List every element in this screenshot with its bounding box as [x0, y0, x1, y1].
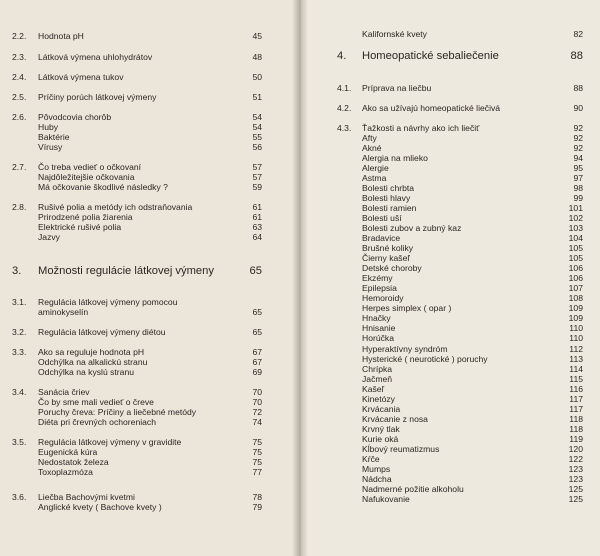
toc-entry-page-number: 118 [569, 424, 583, 434]
toc-entry-page-number: 65 [249, 265, 262, 277]
toc-entry-title: Kalifornské kvety [362, 29, 427, 39]
toc-entry-title: Rušivé polia a metódy ich odstraňovania [38, 202, 193, 212]
toc-entry-page-number: 90 [573, 103, 583, 113]
toc-entry-title: Baktérie [38, 132, 70, 142]
toc-entry-page-number: 63 [252, 222, 262, 232]
toc-entry-title: Látková výmena tukov [38, 72, 124, 82]
toc-entry-page-number: 92 [573, 133, 583, 143]
toc-entry-title: Ekzémy [362, 273, 393, 283]
toc-entry-number: 3.1. [12, 297, 27, 307]
toc-entry-number: 2.4. [12, 72, 27, 82]
book-gutter [292, 0, 308, 556]
toc-entry-page-number: 50 [252, 72, 262, 82]
toc-entry-title: Bolesti zubov a zubný kaz [362, 223, 462, 233]
toc-entry-page-number: 75 [252, 437, 262, 447]
toc-entry-page-number: 113 [569, 354, 583, 364]
toc-entry-page-number: 65 [252, 327, 262, 337]
toc-entry-page-number: 99 [573, 193, 583, 203]
toc-entry-title: Sanácia čriev [38, 387, 90, 397]
toc-entry-title: Bolesti uší [362, 213, 402, 223]
toc-entry-title: Krvný tlak [362, 424, 400, 434]
toc-entry-page-number: 74 [252, 417, 262, 427]
toc-entry-page-number: 54 [252, 112, 262, 122]
toc-entry-number: 2.7. [12, 162, 27, 172]
toc-entry-title: Kurie oká [362, 434, 399, 444]
toc-entry-title: Detské choroby [362, 263, 422, 273]
toc-entry-title: Čo by sme mali vedieť o čreve [38, 397, 154, 407]
toc-entry-page-number: 106 [568, 263, 583, 273]
toc-entry-title: Afty [362, 133, 377, 143]
toc-entry-page-number: 82 [573, 29, 583, 39]
toc-entry-title: Alergia na mlieko [362, 153, 428, 163]
toc-entry-page-number: 117 [569, 404, 583, 414]
toc-entry-number: 3.6. [12, 492, 27, 502]
toc-entry-title: Hyperaktívny syndróm [362, 344, 448, 354]
toc-entry-page-number: 109 [568, 313, 583, 323]
toc-entry-page-number: 45 [252, 31, 262, 41]
toc-entry-title: Jačmeň [362, 374, 393, 384]
toc-entry-title: Má očkovanie škodlivé následky ? [38, 182, 168, 192]
toc-entry-title: Hysterické ( neurotické ) poruchy [362, 354, 488, 364]
toc-entry-page-number: 67 [252, 357, 262, 367]
toc-entry-title: Nádcha [362, 474, 392, 484]
toc-entry-number: 3.3. [12, 347, 27, 357]
toc-entry-title: Odchýlka na alkalickú stranu [38, 357, 148, 367]
toc-entry-title: Akné [362, 143, 382, 153]
toc-entry-page-number: 120 [568, 444, 583, 454]
toc-entry-page-number: 104 [568, 233, 583, 243]
toc-entry-page-number: 114 [569, 364, 583, 374]
toc-entry-title: Čo treba vedieť o očkovaní [38, 162, 142, 172]
toc-entry-page-number: 72 [252, 407, 262, 417]
toc-entry-page-number: 92 [573, 143, 583, 153]
toc-entry-page-number: 70 [252, 397, 262, 407]
toc-entry-title: Huby [38, 122, 59, 132]
toc-entry-page-number: 110 [569, 333, 583, 343]
toc-entry-page-number: 125 [568, 484, 583, 494]
toc-entry-title: Liečba Bachovými kvetmi [38, 492, 135, 502]
toc-entry-title: Diéta pri črevných ochoreniach [38, 417, 156, 427]
toc-entry-title: Prirodzené polia žiarenia [38, 212, 133, 222]
toc-entry-page-number: 79 [252, 502, 262, 512]
toc-entry-page-number: 64 [252, 232, 262, 242]
toc-entry-page-number: 67 [252, 347, 262, 357]
toc-entry-title: Homeopatické sebaliečenie [362, 50, 499, 62]
toc-entry-title: Bolesti hlavy [362, 193, 411, 203]
toc-entry-number: 4. [337, 50, 347, 62]
toc-entry-title: Nedostatok železa [38, 457, 109, 467]
toc-entry-title: aminokyselín [38, 307, 89, 317]
toc-entry-page-number: 118 [569, 414, 583, 424]
toc-entry-title: Hodnota pH [38, 31, 84, 41]
toc-entry-number: 2.5. [12, 92, 27, 102]
toc-entry-number: 2.2. [12, 31, 27, 41]
toc-entry-page-number: 106 [568, 273, 583, 283]
toc-entry-page-number: 88 [573, 83, 583, 93]
toc-entry-title: Odchýlka na kyslú stranu [38, 367, 135, 377]
toc-entry-number: 3. [12, 265, 22, 277]
toc-entry-title: Ako sa užívajú homeopatické liečivá [362, 103, 501, 113]
toc-entry-title: Hnisanie [362, 323, 396, 333]
toc-entry-number: 3.4. [12, 387, 27, 397]
toc-entry-title: Vírusy [38, 142, 63, 152]
toc-entry-title: Ako sa reguluje hodnota pH [38, 347, 145, 357]
toc-entry-page-number: 61 [252, 202, 262, 212]
toc-entry-page-number: 108 [568, 293, 583, 303]
toc-entry-title: Krvácanie z nosa [362, 414, 428, 424]
toc-entry-title: Poruchy čreva: Príčiny a liečebné metódy [38, 407, 197, 417]
toc-entry-title: Čierny kašeľ [362, 253, 410, 263]
toc-entry-title: Príprava na liečbu [362, 83, 432, 93]
toc-entry-title: Chrípka [362, 364, 393, 374]
toc-entry-page-number: 101 [568, 203, 583, 213]
toc-entry-page-number: 97 [573, 173, 583, 183]
toc-entry-title: Anglické kvety ( Bachove kvety ) [38, 502, 162, 512]
toc-entry-title: Bolesti ramien [362, 203, 417, 213]
toc-entry-page-number: 116 [569, 384, 583, 394]
toc-entry-page-number: 119 [569, 434, 583, 444]
toc-entry-page-number: 122 [568, 454, 583, 464]
toc-entry-title: Horúčka [362, 333, 394, 343]
toc-entry-title: Hemoroidy [362, 293, 404, 303]
toc-entry-page-number: 103 [568, 223, 583, 233]
toc-entry-page-number: 55 [252, 132, 262, 142]
toc-entry-title: Nafukovanie [362, 494, 410, 504]
toc-entry-title: Regulácia látkovej výmeny diétou [38, 327, 166, 337]
toc-entry-number: 2.3. [12, 52, 27, 62]
toc-entry-title: Kŕče [362, 454, 380, 464]
toc-entry-page-number: 125 [568, 494, 583, 504]
toc-entry-page-number: 115 [569, 374, 583, 384]
toc-entry-page-number: 75 [252, 457, 262, 467]
toc-entry-page-number: 61 [252, 212, 262, 222]
toc-entry-page-number: 77 [252, 467, 262, 477]
toc-entry-page-number: 109 [568, 303, 583, 313]
toc-entry-page-number: 65 [252, 307, 262, 317]
toc-entry-page-number: 95 [573, 163, 583, 173]
toc-entry-title: Eugenická kúra [38, 447, 98, 457]
toc-entry-title: Herpes simplex ( opar ) [362, 303, 452, 313]
toc-entry-title: Brušné koliky [362, 243, 414, 253]
toc-entry-page-number: 57 [252, 162, 262, 172]
toc-entry-page-number: 75 [252, 447, 262, 457]
toc-entry-number: 3.5. [12, 437, 27, 447]
toc-entry-page-number: 117 [569, 394, 583, 404]
toc-entry-page-number: 92 [573, 123, 583, 133]
toc-entry-title: Jazvy [38, 232, 60, 242]
toc-entry-page-number: 70 [252, 387, 262, 397]
toc-entry-title: Regulácia látkovej výmeny pomocou [38, 297, 178, 307]
toc-entry-page-number: 102 [568, 213, 583, 223]
toc-entry-title: Mumps [362, 464, 391, 474]
toc-entry-title: Pôvodcovia chorôb [38, 112, 112, 122]
toc-entry-page-number: 56 [252, 142, 262, 152]
toc-entry-number: 2.6. [12, 112, 27, 122]
toc-entry-title: Príčiny porúch látkovej výmeny [38, 92, 157, 102]
toc-entry-page-number: 110 [569, 323, 583, 333]
toc-entry-title: Bolesti chrbta [362, 183, 415, 193]
toc-entry-page-number: 107 [568, 283, 583, 293]
toc-entry-page-number: 88 [570, 50, 583, 62]
toc-entry-number: 4.2. [337, 103, 352, 113]
toc-entry-title: Krvácania [362, 404, 401, 414]
toc-entry-page-number: 105 [568, 253, 583, 263]
toc-entry-title: Možnosti regulácie látkovej výmeny [38, 265, 214, 277]
toc-entry-title: Bradavice [362, 233, 401, 243]
toc-entry-title: Alergie [362, 163, 389, 173]
toc-entry-title: Kašeľ [362, 384, 385, 394]
toc-entry-number: 2.8. [12, 202, 27, 212]
toc-entry-title: Najdôležitejšie očkovania [38, 172, 135, 182]
toc-entry-page-number: 112 [569, 344, 583, 354]
toc-entry-title: Ťažkosti a návrhy ako ich liečiť [362, 123, 480, 133]
toc-entry-title: Toxoplazmóza [38, 467, 93, 477]
toc-entry-page-number: 51 [252, 92, 262, 102]
toc-entry-page-number: 59 [252, 182, 262, 192]
toc-entry-number: 3.2. [12, 327, 27, 337]
toc-entry-page-number: 54 [252, 122, 262, 132]
toc-entry-title: Regulácia látkovej výmeny v gravidite [38, 437, 182, 447]
toc-entry-page-number: 48 [252, 52, 262, 62]
toc-entry-page-number: 69 [252, 367, 262, 377]
toc-entry-title: Nadmerné požitie alkoholu [362, 484, 464, 494]
toc-entry-number: 4.1. [337, 83, 352, 93]
toc-entry-page-number: 123 [568, 474, 583, 484]
toc-entry-page-number: 105 [568, 243, 583, 253]
toc-entry-page-number: 78 [252, 492, 262, 502]
toc-entry-title: Kinetózy [362, 394, 395, 404]
toc-entry-page-number: 94 [573, 153, 583, 163]
toc-entry-page-number: 123 [568, 464, 583, 474]
toc-entry-title: Látková výmena uhlohydrátov [38, 52, 153, 62]
toc-entry-title: Elektrické rušivé polia [38, 222, 122, 232]
toc-entry-title: Hnačky [362, 313, 391, 323]
toc-entry-title: Epilepsia [362, 283, 397, 293]
toc-entry-page-number: 98 [573, 183, 583, 193]
toc-entry-page-number: 57 [252, 172, 262, 182]
toc-entry-title: Astma [362, 173, 387, 183]
toc-entry-title: Kĺbový reumatizmus [362, 444, 440, 454]
toc-entry-number: 4.3. [337, 123, 352, 133]
